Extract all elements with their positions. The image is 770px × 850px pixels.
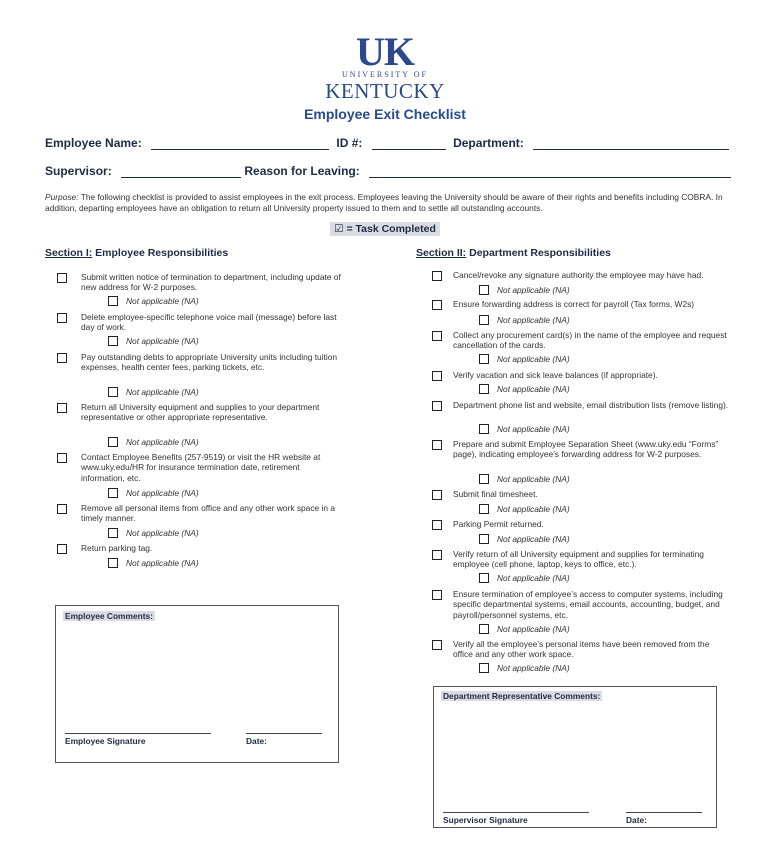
employee-name-label: Employee Name: (45, 136, 142, 150)
section2-item-7-checkbox[interactable] (432, 490, 442, 500)
section2-item-4-checkbox[interactable] (432, 371, 442, 381)
section2-item-7-na-checkbox[interactable] (479, 504, 489, 514)
reason-field[interactable] (369, 165, 731, 178)
logo-mark: UK (356, 29, 414, 74)
purpose-paragraph (45, 192, 725, 214)
section1-item-6-text: Remove all personal items from office and any other work space in a timely manner. (81, 503, 336, 524)
logo-line1: UNIVERSITY OF (342, 70, 428, 79)
section1-item-5-na-checkbox[interactable] (108, 488, 118, 498)
section1-item-6-checkbox[interactable] (57, 504, 67, 514)
section1-item-2-checkbox[interactable] (57, 313, 67, 323)
employee-signature-label: Employee Signature (65, 736, 146, 746)
section2-item-4-na-checkbox[interactable] (479, 384, 489, 394)
department-field[interactable] (533, 137, 729, 150)
section2-item-6-text: Prepare and submit Employee Separation Sheet (www.uky.edu “Forms” page), indicating employee’s forwarding address for W-2 purposes. (453, 439, 719, 460)
na-label: Not applicable (NA) (497, 354, 570, 364)
section1-heading: Employee Responsibilities (92, 247, 229, 259)
employee-date-line[interactable] (246, 733, 322, 734)
section1-item-5-checkbox[interactable] (57, 453, 67, 463)
department-comments-box[interactable] (433, 686, 717, 828)
section1-item-7-na-checkbox[interactable] (108, 558, 118, 568)
section2-item-5-na-checkbox[interactable] (479, 424, 489, 434)
section1-item-7-text: Return parking tag. (81, 543, 153, 553)
section2-item-7-text: Submit final timesheet. (453, 489, 538, 499)
section1-item-4-text: Return all University equipment and supplies to your department representative or other appropriate representative. (81, 402, 320, 423)
section2-item-10-text: Ensure termination of employee’s access to computer systems, including specific departmental systems, email accounts, accounting, budget, and payroll/personnel systems, etc. (453, 589, 723, 620)
na-label: Not applicable (NA) (126, 437, 199, 447)
department-date-line[interactable] (626, 812, 702, 813)
id-label: ID #: (336, 136, 363, 150)
section2-item-2-checkbox[interactable] (432, 300, 442, 310)
section1-item-4-na-checkbox[interactable] (108, 437, 118, 447)
employee-info-row (45, 136, 729, 150)
id-field[interactable] (372, 137, 446, 150)
employee-name-field[interactable] (151, 137, 329, 150)
page-title: Employee Exit Checklist (304, 106, 466, 122)
na-label: Not applicable (NA) (497, 424, 570, 434)
university-logo (0, 29, 770, 103)
reason-label: Reason for Leaving: (244, 164, 360, 178)
na-label: Not applicable (NA) (126, 558, 199, 568)
section1-title (45, 247, 228, 259)
na-label: Not applicable (NA) (126, 488, 199, 498)
section2-item-9-na-checkbox[interactable] (479, 573, 489, 583)
section2-item-4-text: Verify vacation and sick leave balances (if appropriate). (453, 370, 658, 380)
section1-item-3-na-checkbox[interactable] (108, 387, 118, 397)
department-comments-label: Department Representative Comments: (443, 691, 601, 701)
na-label: Not applicable (NA) (497, 504, 570, 514)
na-label: Not applicable (NA) (497, 573, 570, 583)
section2-item-9-checkbox[interactable] (432, 550, 442, 560)
checked-box-icon: ☑ (334, 223, 344, 235)
section1-item-3-text: Pay outstanding debts to appropriate University units including tuition expenses, health center fees, parking tickets, etc. (81, 352, 338, 373)
na-label: Not applicable (NA) (497, 534, 570, 544)
section2-title (416, 247, 611, 259)
section2-heading: Department Responsibilities (466, 247, 611, 259)
section2-item-3-checkbox[interactable] (432, 331, 442, 341)
section2-item-10-na-checkbox[interactable] (479, 624, 489, 634)
section1-item-4-checkbox[interactable] (57, 403, 67, 413)
na-label: Not applicable (NA) (126, 528, 199, 538)
na-label: Not applicable (NA) (497, 315, 570, 325)
employee-comments-label: Employee Comments: (65, 611, 153, 621)
employee-signature-line[interactable] (65, 733, 211, 734)
section1-item-2-na-checkbox[interactable] (108, 336, 118, 346)
section2-item-9-text: Verify return of all University equipment and supplies for terminating employee (cell phone, laptop, keys to office, etc.). (453, 549, 704, 570)
purpose-text: The following checklist is provided to assist employees in the exit process. Employees leaving the University should be aware of their rights and benefits including COBRA. In addition, departing employees have an obligation to return all University property issued to them and to settle all outstanding accounts. (45, 192, 723, 213)
section1-item-6-na-checkbox[interactable] (108, 528, 118, 538)
section2-item-10-checkbox[interactable] (432, 590, 442, 600)
section2-item-2-na-checkbox[interactable] (479, 315, 489, 325)
na-label: Not applicable (NA) (497, 384, 570, 394)
department-label: Department: (453, 136, 524, 150)
section1-item-3-checkbox[interactable] (57, 353, 67, 363)
section1-item-1-text: Submit written notice of termination to department, including update of new address for W-2 purposes. (81, 272, 341, 293)
section2-item-8-text: Parking Permit returned. (453, 519, 544, 529)
section2-item-3-text: Collect any procurement card(s) in the name of the employee and request cancellation of the cards. (453, 330, 727, 351)
na-label: Not applicable (NA) (497, 624, 570, 634)
supervisor-field[interactable] (121, 165, 241, 178)
section2-item-11-na-checkbox[interactable] (479, 663, 489, 673)
section1-item-2-text: Delete employee-specific telephone voice mail (message) before last day of work. (81, 312, 337, 333)
na-label: Not applicable (NA) (497, 285, 570, 295)
section2-item-1-text: Cancel/revoke any signature authority the employee may have had. (453, 270, 704, 280)
section2-item-6-na-checkbox[interactable] (479, 474, 489, 484)
section2-item-1-na-checkbox[interactable] (479, 285, 489, 295)
supervisor-signature-label: Supervisor Signature (443, 815, 528, 825)
section2-item-5-checkbox[interactable] (432, 401, 442, 411)
employee-date-label: Date: (246, 736, 267, 746)
section1-prefix: Section I: (45, 247, 93, 259)
na-label: Not applicable (NA) (126, 336, 199, 346)
section2-item-1-checkbox[interactable] (432, 271, 442, 281)
section2-item-5-text: Department phone list and website, email distribution lists (remove listing). (453, 400, 729, 410)
purpose-label: Purpose: (45, 192, 79, 202)
na-label: Not applicable (NA) (126, 296, 199, 306)
supervisor-row (45, 164, 731, 178)
section2-item-11-checkbox[interactable] (432, 640, 442, 650)
section2-item-8-na-checkbox[interactable] (479, 534, 489, 544)
section1-item-1-checkbox[interactable] (57, 273, 67, 283)
supervisor-label: Supervisor: (45, 164, 112, 178)
section2-item-3-na-checkbox[interactable] (479, 354, 489, 364)
section2-item-11-text: Verify all the employee’s personal items have been removed from the office and any other work space. (453, 639, 710, 660)
na-label: Not applicable (NA) (497, 474, 570, 484)
section1-item-5-text: Contact Employee Benefits (257-9519) or visit the HR website at www.uky.edu/HR for insurance termination date, retirement information, etc. (81, 452, 321, 483)
legend-text: = Task Completed (343, 223, 436, 235)
logo-line2: KENTUCKY (325, 79, 445, 103)
section1-item-1-na-checkbox[interactable] (108, 296, 118, 306)
section2-item-6-checkbox[interactable] (432, 440, 442, 450)
na-label: Not applicable (NA) (126, 387, 199, 397)
supervisor-signature-line[interactable] (443, 812, 589, 813)
section2-item-2-text: Ensure forwarding address is correct for payroll (Tax forms, W2s) (453, 299, 695, 309)
section2-prefix: Section II: (416, 247, 467, 259)
na-label: Not applicable (NA) (497, 663, 570, 673)
section1-item-7-checkbox[interactable] (57, 544, 67, 554)
task-completed-legend (330, 222, 440, 236)
section2-item-8-checkbox[interactable] (432, 520, 442, 530)
department-date-label: Date: (626, 815, 647, 825)
